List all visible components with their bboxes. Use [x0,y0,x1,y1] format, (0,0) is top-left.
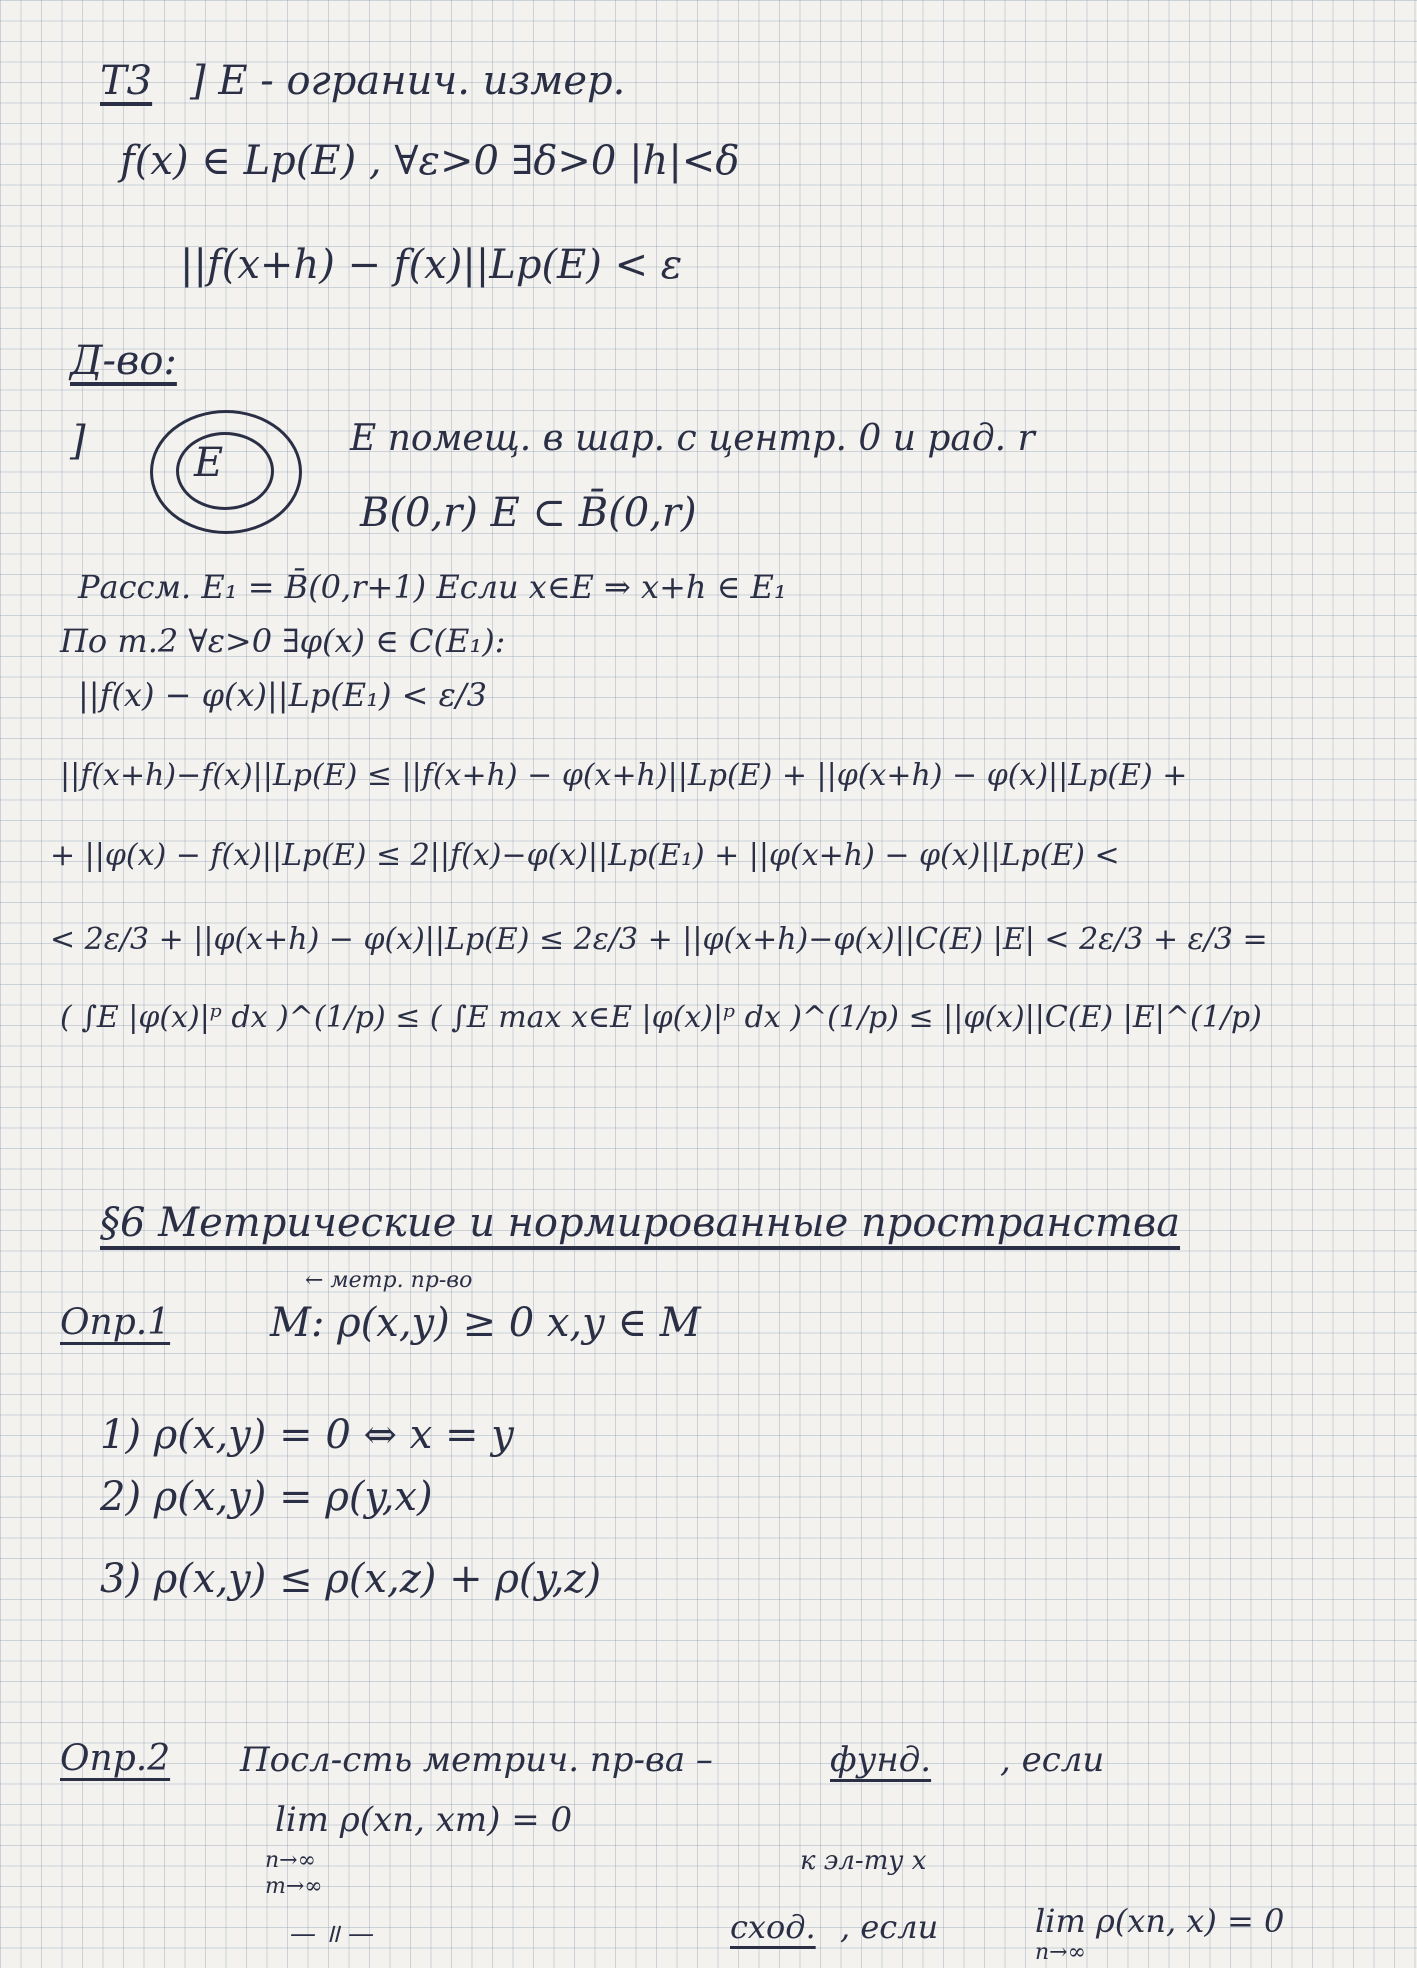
definition-2-limit-sub-m: m→∞ [265,1874,323,1899]
definition-2-converge-end: , если [840,1908,939,1946]
proof-inequality-line-1: ||f(x+h)−f(x)||Lp(E) ≤ ||f(x+h) − φ(x+h)||Lp(E) + ||φ(x+h) − φ(x)||Lp(E) + [60,758,1188,793]
set-diagram-label: E [194,440,224,486]
definition-2-converge: сход. [730,1908,816,1946]
definition-2-limit-sub-n: n→∞ [265,1848,316,1873]
proof-approximation: ||f(x) − φ(x)||Lp(E₁) < ε/3 [78,676,487,714]
proof-ball-inclusion: B(0,r) E ⊂ B̄(0,r) [360,490,697,536]
definition-2-converge-limit: lim ρ(xn, x) = 0 [1035,1902,1285,1940]
proof-ball-sentence: E помещ. в шар. с центр. 0 и рад. r [350,418,1035,459]
proof-ball-intro: ] [70,418,86,464]
definition-2-text-end: , если [1000,1740,1105,1780]
definition-2-limit: lim ρ(xn, xm) = 0 [275,1800,573,1840]
section-title: §6 Метрические и нормированные пространства [100,1200,1181,1246]
definition-2-label: Опр.2 [60,1738,171,1779]
set-diagram-inner-circle [176,432,274,510]
theorem-label: Т3 [100,58,153,104]
definition-1-note: ← метр. пр-во [305,1268,473,1293]
proof-by-theorem: По т.2 ∀ε>0 ∃φ(x) ∈ C(E₁): [60,622,506,660]
definition-2-fundamental: фунд. [830,1740,932,1780]
definition-2-converge-sub: n→∞ [1035,1940,1086,1965]
proof-inequality-line-2: + ||φ(x) − f(x)||Lp(E) ≤ 2||f(x)−φ(x)||Lp(E₁) + ||φ(x+h) − φ(x)||Lp(E) < [50,838,1120,873]
definition-2-converge-note: к эл-ту x [800,1846,927,1876]
metric-axiom-2: 2) ρ(x,y) = ρ(y,x) [100,1474,433,1520]
metric-axiom-1: 1) ρ(x,y) = 0 ⇔ x = y [100,1412,514,1458]
proof-consider: Рассм. E₁ = B̄(0,r+1) Если x∈E ⇒ x+h ∈ E₁ [78,568,787,606]
theorem-statement: ] E - огранич. измер. [190,58,626,104]
definition-2-text-start: Посл-сть метрич. пр-ва – [240,1740,713,1780]
theorem-condition: f(x) ∈ Lp(E) , ∀ε>0 ∃δ>0 |h|<δ [120,138,740,184]
metric-axiom-3: 3) ρ(x,y) ≤ ρ(x,z) + ρ(y,z) [100,1556,602,1602]
theorem-claim: ||f(x+h) − f(x)||Lp(E) < ε [180,242,683,288]
proof-label: Д-во: [70,338,177,384]
proof-inequality-line-4: ( ∫E |φ(x)|ᵖ dx )^(1/p) ≤ ( ∫E max x∈E |φ(x)|ᵖ dx )^(1/p) ≤ ||φ(x)||C(E) |E|^(1/p) [60,1000,1262,1035]
definition-1-label: Опр.1 [60,1302,171,1343]
definition-1-statement: M: ρ(x,y) ≥ 0 x,y ∈ M [270,1300,701,1346]
definition-2-ditto: — ॥ — [290,1919,375,1949]
proof-inequality-line-3: < 2ε/3 + ||φ(x+h) − φ(x)||Lp(E) ≤ 2ε/3 + ||φ(x+h)−φ(x)||C(E) |E| < 2ε/3 + ε/3 = [50,922,1268,957]
